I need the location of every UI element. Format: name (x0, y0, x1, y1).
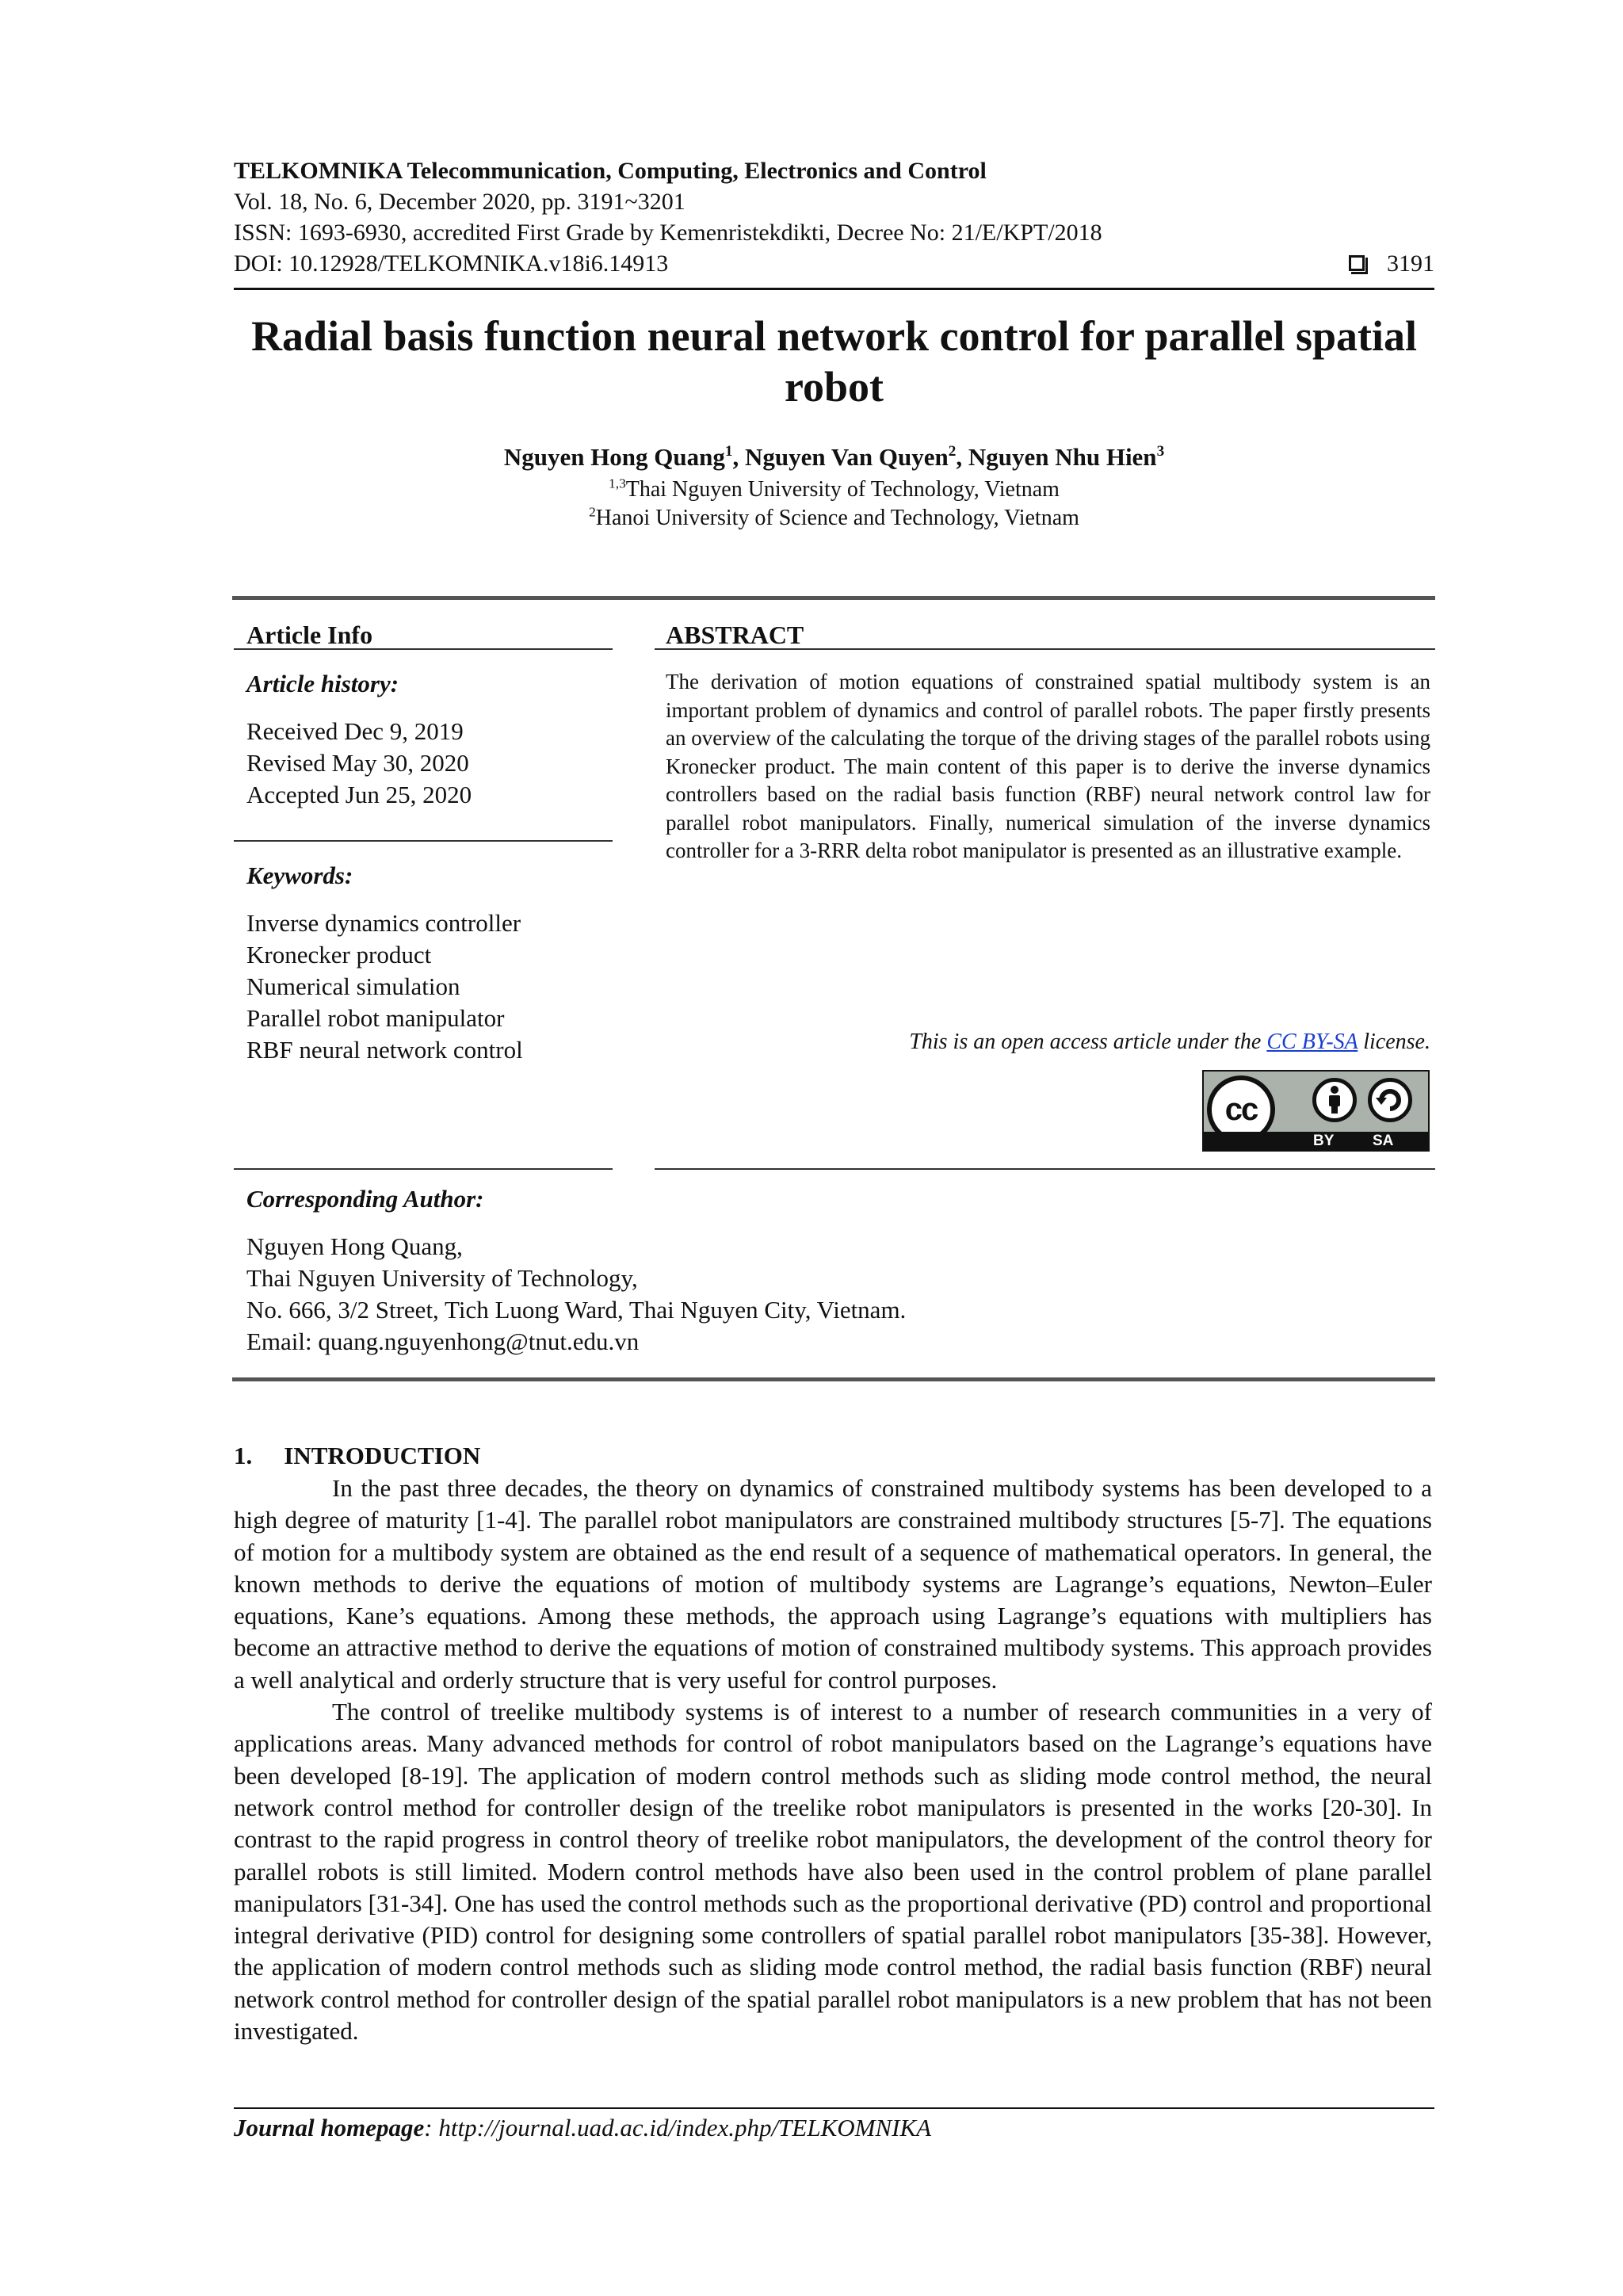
keywords-list (246, 907, 523, 1066)
corresponding-line: Email: quang.nguyenhong@tnut.edu.vn (246, 1328, 640, 1355)
badge-sa-label: SA (1373, 1133, 1394, 1149)
corresponding-heading: Corresponding Author: (246, 1185, 484, 1213)
affiliation-sup: 1,3 (609, 476, 626, 491)
keyword: Numerical simulation (246, 972, 460, 1000)
keyword: RBF neural network control (246, 1036, 523, 1064)
introduction-body (234, 1473, 1432, 2047)
cc-logo-icon: cc (1207, 1075, 1275, 1144)
page-number: 3191 (1387, 250, 1434, 277)
homepage-label: Journal homepage (234, 2114, 425, 2141)
author-sup: 1 (724, 443, 733, 460)
author-separator: , (732, 443, 745, 471)
author-sup: 3 (1156, 443, 1165, 460)
corresponding-details (246, 1231, 1435, 1358)
affiliation (206, 504, 1462, 533)
paragraph: The control of treelike multibody systems is of interest to a number of research communities in a very of applications areas. Many advanced methods for control of robot manipulators based on the Lagrange’s equations have been developed [8-19]. The application of modern control methods such as sliding mode control method, the neural network control method for controller design of the treelike robot manipulators is presented in the works [20-30]. In contrast to the rapid progress in control theory of treelike robot manipulators, the development of the control theory for parallel robots is still limited. Modern control methods have also been used in the control problem of plane parallel manipulators [31-34]. One has used the control methods such as the proportional derivative (PD) control and proportional integral derivative (PID) control for designing some controllers of spatial parallel robot manipulators [35-38]. However, the application of modern control methods such as sliding mode control method, the radial basis function (RBF) neural network control method for controller design of the spatial parallel robot manipulators is a new problem that has not been investigated. (234, 1698, 1432, 2046)
corresponding-line: Thai Nguyen University of Technology, (246, 1264, 638, 1292)
abstract-heading: ABSTRACT (666, 621, 804, 649)
article-info-heading: Article Info (246, 621, 373, 649)
cc-by-sa-badge[interactable] (1202, 1070, 1430, 1152)
journal-volume: Vol. 18, No. 6, December 2020, pp. 3191~3201 (234, 189, 685, 215)
keywords-rule (234, 1168, 613, 1170)
affiliation-text: Hanoi University of Science and Technology, Vietnam (595, 506, 1079, 530)
section-title: INTRODUCTION (284, 1442, 481, 1469)
footer-rule (234, 2107, 1434, 2109)
abstract-text: The derivation of motion equations of constrained spatial multibody system is an important problem of dynamics and control of parallel robots. The paper firstly presents an overview of the calculating the torque of the driving stages of the parallel robots using Kronecker product. The main content of this paper is to derive the inverse dynamics controllers based on the radial basis function (RBF) neural network control law for parallel robot manipulators. Finally, numerical simulation of the inverse dynamics controller for a 3-RRR delta robot manipulator is presented as an illustrative example. (666, 670, 1430, 862)
abstract-bottom-rule (655, 1168, 1435, 1170)
header-rule (234, 288, 1434, 290)
keyword: Kronecker product (246, 941, 432, 968)
affiliation-text: Thai Nguyen University of Technology, Vietnam (625, 477, 1060, 502)
keyword: Parallel robot manipulator (246, 1004, 505, 1032)
author-name: Nguyen Hong Quang (503, 443, 725, 471)
journal-homepage (234, 2112, 931, 2144)
badge-label-bar (1204, 1132, 1428, 1150)
attribution-person-icon (1312, 1078, 1357, 1122)
section-number: 1. (234, 1442, 253, 1469)
checkbox-square-icon (1349, 255, 1365, 271)
license-prefix: This is an open access article under the (909, 1030, 1267, 1054)
author-list (206, 441, 1462, 473)
corresponding-author (246, 1183, 1435, 1358)
journal-header (234, 155, 1434, 279)
homepage-url[interactable]: : http://journal.uad.ac.id/index.php/TELKOMNIKA (424, 2114, 932, 2141)
keywords-heading: Keywords: (246, 861, 353, 889)
journal-name: TELKOMNIKA Telecommunication, Computing, Electronics and Control (234, 158, 987, 184)
paper-title: Radial basis function neural network control for parallel spatial robot (250, 312, 1418, 411)
journal-doi: DOI: 10.12928/TELKOMNIKA.v18i6.14913 (234, 250, 669, 277)
paragraph: In the past three decades, the theory on dynamics of constrained multibody systems has been developed to a high degree of maturity [1-4]. The parallel robot manipulators are constrained multibody structures [5-7]. The equations of motion for a multibody system are obtained as the end result of a sequence of mathematical operators. In general, the known methods to derive the equations of motion of multibody systems are Lagrange’s equations, Newton–Euler equations, Kane’s equations. Among these methods, the approach using Lagrange’s equations with multipliers has become an attractive method to derive the equations of motion of constrained multibody systems. This approach provides a well analytical and orderly structure that is very useful for control purposes. (234, 1474, 1432, 1694)
corresponding-line: No. 666, 3/2 Street, Tich Luong Ward, Thai Nguyen City, Vietnam. (246, 1296, 907, 1324)
affiliations (206, 476, 1462, 533)
history-item: Revised May 30, 2020 (246, 749, 469, 777)
badge-by-label: BY (1313, 1133, 1335, 1149)
history-heading: Article history: (246, 670, 399, 697)
infobox-bottom-rule (232, 1377, 1435, 1381)
journal-issn: ISSN: 1693-6930, accredited First Grade by Kemenristekdikti, Decree No: 21/E/KPT/2018 (234, 220, 1102, 246)
author-separator: , (956, 443, 968, 471)
license-suffix: license. (1358, 1030, 1430, 1054)
author-name: Nguyen Van Quyen (745, 443, 949, 471)
infobox-top-rule (232, 596, 1435, 600)
history-list (246, 716, 472, 811)
section-heading (234, 1440, 480, 1472)
history-item: Accepted Jun 25, 2020 (246, 781, 472, 808)
history-item: Received Dec 9, 2019 (246, 717, 464, 745)
license-link[interactable]: CC BY-SA (1266, 1030, 1358, 1054)
keyword: Inverse dynamics controller (246, 909, 521, 937)
history-rule (234, 840, 613, 842)
affiliation (206, 476, 1462, 504)
author-name: Nguyen Nhu Hien (968, 443, 1157, 471)
license-statement (666, 1028, 1430, 1056)
share-alike-icon (1368, 1078, 1412, 1122)
affiliation-sup: 2 (589, 504, 596, 520)
corresponding-line: Nguyen Hong Quang, (246, 1232, 463, 1260)
author-sup: 2 (948, 443, 957, 460)
